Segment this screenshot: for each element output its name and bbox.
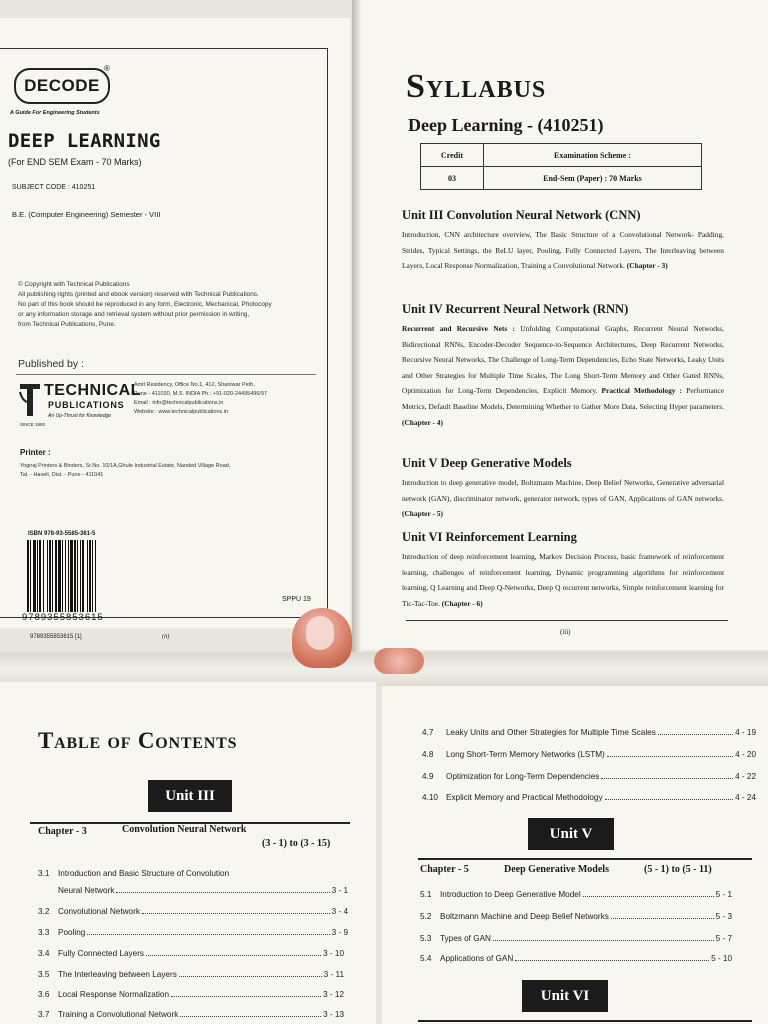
chapter-rule [418,858,752,860]
entry-title: Pooling [58,928,86,937]
publisher-address [134,381,326,417]
entry-title: Local Response Normalization [58,990,170,999]
registered-mark: ® [104,64,110,73]
credit-value: 03 [421,167,484,190]
toc-entry[interactable] [38,907,348,916]
copyright-page [0,18,350,640]
book-spine-shadow [352,0,362,660]
entry-number: 3.2 [38,907,50,916]
publisher-name-1: TECHNICAL [44,382,141,399]
chapter-ref: (Chapter - 4) [402,417,443,427]
chapter-title: Deep Generative Models [504,864,609,875]
isbn-label: ISBN 978-93-5585-361-5 [28,531,96,537]
unit-body [402,227,724,274]
leader-dots [601,778,733,779]
unit-3-banner: Unit III [148,780,232,812]
entry-number: 5.2 [420,912,432,921]
entry-number: 3.5 [38,970,50,979]
leader-dots [605,799,734,800]
chapter-rule [418,1020,752,1022]
toc-entry[interactable] [422,728,756,737]
barcode-number: 9789355853615 [22,612,104,623]
credit-table [420,143,702,190]
toc-entry[interactable] [38,949,344,958]
entry-page: 5 - 7 [715,934,732,943]
unit-lead: Recurrent and Recursive Nets : [402,324,515,333]
entry-title: Introduction to Deep Generative Model [440,890,581,899]
toc-entry[interactable] [420,934,732,943]
chapter-ref: (Chapter - 3) [626,261,668,271]
entry-title: Convolutional Network [58,907,140,916]
copyright-line: from Technical Publications, Pune. [18,321,116,328]
unit-text-2: Performance Metrics, Default Baseline Models, Determining Whether to Gather More Data, Selecting Hyper parameters. [402,386,724,411]
entry-title: Optimization for Long-Term Dependencies [446,772,600,781]
entry-title: Applications of GAN [440,954,514,963]
entry-title: Introduction and Basic Structure of Convolution [58,869,230,878]
technical-publications-logo [18,380,141,430]
entry-title: Long Short-Term Memory Networks (LSTM) [446,750,605,759]
chapter-title: Convolution Neural Network [122,824,247,835]
toc-entry[interactable] [420,890,732,899]
unit-text: Introduction, CNN architecture overview, The Basic Structure of a Convolutional Network- Padding, Strides, Typical Settings, the ReLU layer, Pooling, Fully Connected Layers, The Interleaving between Layers, Local Response Normalization, Training a Convolutional Network. [402,230,724,271]
semester-line: B.E. (Computer Engineering) Semester - VIII [12,210,161,219]
entry-title: Types of GAN [440,934,491,943]
chapter-range: (5 - 1) to (5 - 11) [644,864,712,875]
unit-heading: Unit V Deep Generative Models [402,456,572,470]
entry-page: 3 - 13 [323,1010,344,1019]
footer-rule [406,620,728,621]
entry-page: 4 - 20 [735,750,756,759]
unit-heading: Unit VI Reinforcement Learning [402,530,577,544]
leader-dots [658,734,733,735]
thumb-finger [292,608,352,668]
entry-page: 5 - 3 [715,912,732,921]
toc-entry[interactable] [422,793,756,802]
entry-number: 3.3 [38,928,50,937]
leader-dots [611,918,714,919]
exam-scheme-value: End-Sem (Paper) : 70 Marks [483,167,701,190]
barcode-icon [26,540,120,612]
page-number: (iii) [560,628,571,636]
printer-line: Yogiraj Printers & Binders, Sr.No. 10/1A,Ghule Industrial Estate, Nanded Village Road, [20,463,231,469]
published-by-label: Published by : [18,358,84,370]
finger-tip [374,648,424,674]
publisher-mark-icon [18,380,44,420]
book-title: DEEP LEARNING [8,130,161,152]
address-line: Email : info@technicalpublications.in [134,400,224,406]
entry-number: 5.1 [420,890,432,899]
leader-dots [583,896,714,897]
entry-page: 5 - 10 [711,954,732,963]
printer-label: Printer : [20,448,51,457]
decode-logo: DECODE [14,68,110,104]
leader-dots [515,960,709,961]
chapter-range: (3 - 1) to (3 - 15) [262,838,331,849]
toc-entry[interactable] [38,886,348,895]
page-number: (ii) [162,634,170,640]
entry-number: 3.6 [38,990,50,999]
copyright-notice [18,280,328,330]
entry-page: 3 - 11 [323,970,344,979]
entry-title: Training a Convolutional Network [58,1010,179,1019]
course-title: Deep Learning - (410251) [408,115,604,135]
address-line: Website : www.technicalpublications.in [134,409,229,415]
entry-title: The Interleaving between Layers [58,970,177,979]
subject-code: SUBJECT CODE : 410251 [12,184,96,191]
chapter-ref: (Chapter - 5) [402,509,443,519]
entry-number: 3.1 [38,869,50,878]
syllabus-title: Syllabus [406,68,547,105]
chapter-label: Chapter - 3 [38,826,87,837]
toc-page-right [382,686,768,1024]
entry-page: 3 - 9 [331,928,348,937]
copyright-line: All publishing rights (printed and ebook version) reserved with Technical Publications. [18,291,259,298]
entry-number: 4.9 [422,772,434,781]
entry-number: 5.4 [420,954,432,963]
entry-number: 4.8 [422,750,434,759]
chapter-ref: (Chapter - 6) [441,598,483,608]
copyright-line: © Copyright with Technical Publications [18,281,130,288]
unit-6-banner: Unit VI [522,980,608,1012]
entry-page: 3 - 4 [331,907,348,916]
finger-nail [306,616,334,650]
unit-5-banner: Unit V [528,818,614,850]
syllabus-page [362,0,768,650]
copyright-line: or any information storage and retrieval system without prior permission in writing, [18,311,250,318]
toc-entry[interactable] [422,772,756,781]
leader-dots [607,756,733,757]
entry-page: 4 - 24 [735,793,756,802]
unit-text: Unfolding Computational Graphs, Recurrent Neural Networks, Bidirectional RNNs, Encoder-Decoder Sequence-to-Sequence Architectures, Deep Recurrent Networks, Recursive Neural Networks, The Challenge of Long-Term Dependencies, Echo State Networks, Leaky Units and Other Strategies for Multiple Time Scales, The Long Short-Term Memory and Other Gated RNNs, Optimization for Long-Term Dependencies, Explicit Memory. [402,324,724,396]
leader-dots [146,955,321,956]
entry-page: 3 - 10 [323,949,344,958]
leader-dots [116,892,329,893]
entry-title: Explicit Memory and Practical Methodology [446,793,603,802]
exam-scheme-header: Examination Scheme : [483,144,701,167]
publisher-name-2: PUBLICATIONS [48,400,125,410]
unit-4-section [402,302,724,430]
toc-page-left [0,682,376,1024]
leader-dots [171,996,321,997]
entry-title: Fully Connected Layers [58,949,145,958]
unit-body [402,321,724,430]
unit-text: Introduction of deep reinforcement learning, Markov Decision Process, basic framework of reinforcement learning, challenges of reinforcement learning, Dynamic programming algorithms for reinforcement learning, Q Learning and Deep Q-Networks, Deep Q recurrent networks, Simple reinforcement learning for Tic-Tac-Toe. [402,552,724,608]
chapter-label: Chapter - 5 [420,864,469,875]
address-line: Pune - 411030, M.S. INDIA Ph.: +91-020-24495496/97 [134,391,268,397]
unit-body [402,475,724,522]
entry-page: 4 - 19 [735,728,756,737]
toc-entry[interactable] [38,990,344,999]
book-subtitle: (For END SEM Exam - 70 Marks) [8,157,142,167]
entry-page: 3 - 1 [331,886,348,895]
toc-title: Table of Contents [38,728,238,753]
entry-page: 4 - 22 [735,772,756,781]
publisher-since: SINCE 1993 [20,422,46,427]
toc-entry[interactable] [38,928,348,937]
toc-entry[interactable] [420,912,732,921]
unit-3-section [402,208,724,274]
leader-dots [180,1016,321,1017]
entry-title: Neural Network [58,886,115,895]
toc-entry[interactable] [38,869,348,878]
copyright-line: No part of this book should be reproduced in any form, Electronic, Mechanical, Photocopy [18,301,272,308]
toc-entry[interactable] [422,750,756,759]
unit-lead-2: Practical Methodology : [601,386,683,396]
unit-6-section [402,530,724,611]
brand-tagline: A Guide For Engineering Students [10,110,100,116]
entry-title: Leaky Units and Other Strategies for Multiple Time Scales [446,728,656,737]
entry-title: Boltzmann Machine and Deep Belief Networks [440,912,609,921]
unit-heading: Unit III Convolution Neural Network (CNN) [402,208,641,222]
unit-text: Introduction to deep generative model, Boltzmann Machine, Deep Belief Networks, Generative adversarial network (GAN), discriminator network, generator network, types of GAN, Applications of GAN networks. [402,478,724,503]
entry-number: 4.10 [422,793,438,802]
leader-dots [179,976,322,977]
toc-entry[interactable] [38,1010,344,1019]
toc-entry[interactable] [38,970,344,979]
entry-page: 3 - 12 [323,990,344,999]
entry-page: 5 - 1 [715,890,732,899]
entry-number: 3.7 [38,1010,50,1019]
address-line: Amit Residency, Office No.1, 412, Shaniwar Peth, [134,382,255,388]
entry-number: 3.4 [38,949,50,958]
leader-dots [142,913,330,914]
printer-details [20,462,320,480]
publisher-motto: An Up-Thrust for Knowledge [48,413,112,419]
entry-number: 4.7 [422,728,434,737]
unit-5-section [402,456,724,522]
unit-heading: Unit IV Recurrent Neural Network (RNN) [402,302,629,316]
unit-body [402,549,724,611]
divider [16,374,316,375]
sppu-tag: SPPU 19 [282,596,311,603]
toc-entry[interactable] [420,954,732,963]
isbn-footer: 9789355853615 [1] [30,634,82,640]
printer-line: Tal. - Haveli, Dist. - Pune - 411041 [20,472,104,478]
credit-header: Credit [421,144,484,167]
entry-number: 5.3 [420,934,432,943]
leader-dots [87,934,329,935]
leader-dots [493,940,714,941]
